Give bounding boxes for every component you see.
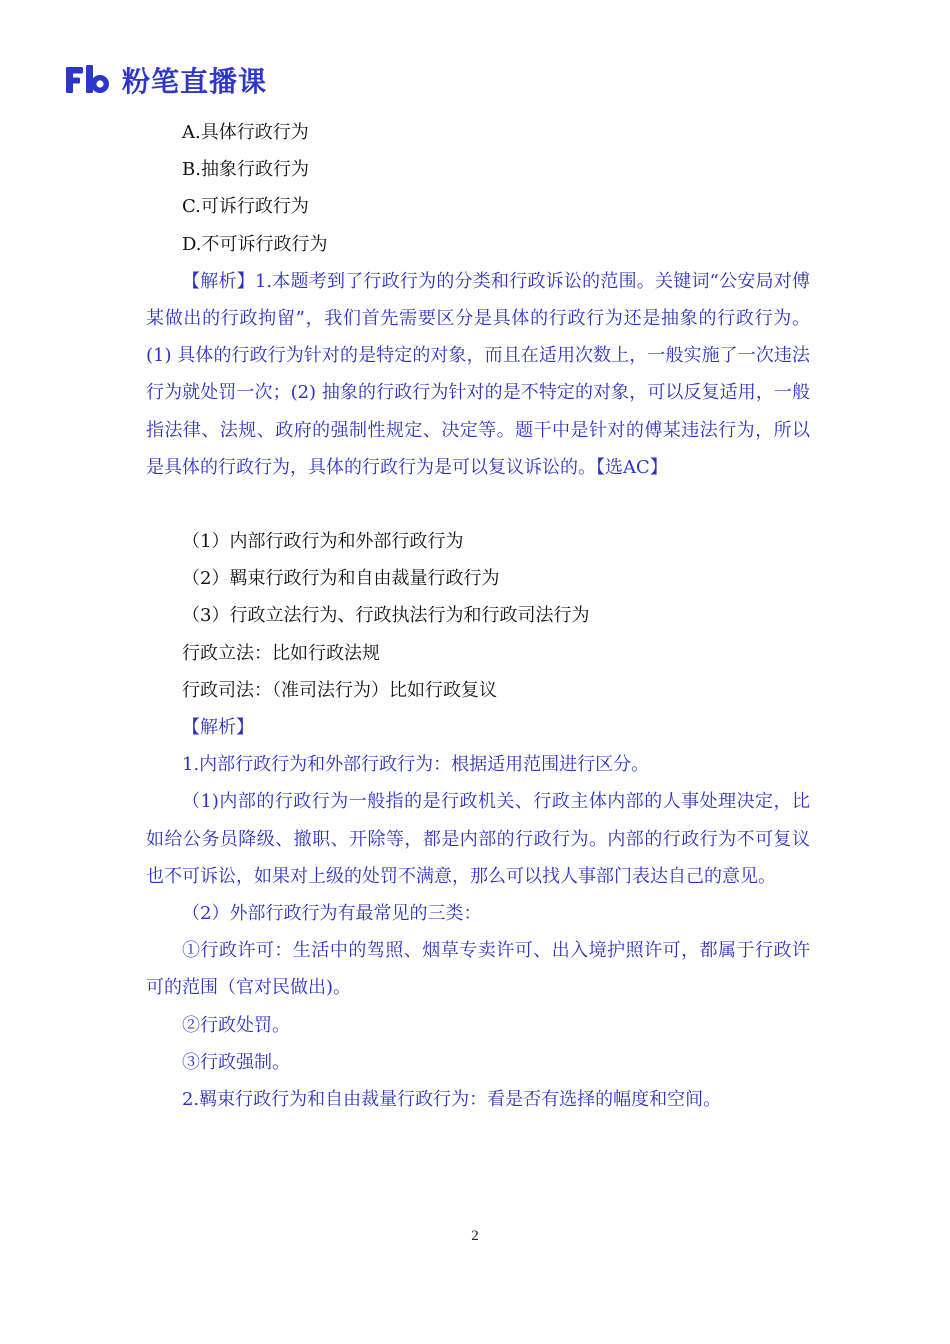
analysis-2-point-1: 1.内部行政行为和外部行政行为：根据适用范围进行区分。: [182, 754, 650, 776]
analysis-2-external-item-2: ②行政处罚。: [182, 1014, 290, 1036]
category-2: （2）羁束行政行为和自由裁量行政行为: [182, 568, 500, 590]
option-a: A.具体行政行为: [182, 122, 309, 143]
analysis-2-external-item-3: ③行政强制。: [182, 1051, 290, 1073]
analysis-2-label: 【解析】: [182, 717, 254, 739]
analysis-1-text: 1.本题考到了行政行为的分类和行政诉讼的范围。关键词“公安局对傅某做出的行政拘留”，我们首先需要区分是具体的行政行为还是抽象的行政行为。(1) 具体的行政行为针对的是特定的对象，而且在适用次数上，一般实施了一次违法行为就处罚一次；(2) 抽象的行政行为针对的是不特定的对象，可以反复适用，一般指法律、法规、政府的强制性规定、决定等。题干中是针对的傅某违法行为，所以是具体的行政行为，具体的行政行为是可以复议诉讼的。【选AC】: [146, 270, 811, 478]
example-legislation: 行政立法：比如行政法规: [182, 642, 380, 664]
option-d: D.不可诉行政行为: [182, 233, 328, 255]
page-number: 2: [471, 1228, 479, 1244]
analysis-2-internal: （1)内部的行政行为一般指的是行政机关、行政主体内部的人事处理决定，比如给公务员降级、撤职、开除等，都是内部的行政行为。内部的行政行为不可复议也不可诉讼，如果对上级的处罚不满意，那么可以找人事部门表达自己的意见。: [146, 791, 810, 887]
analysis-2-external-title: （2）外部行政行为有最常见的三类：: [182, 903, 482, 925]
category-1: （1）内部行政行为和外部行政行为: [182, 531, 464, 553]
document-body: [146, 114, 810, 1118]
option-c: C.可诉行政行为: [182, 196, 309, 218]
analysis-2-point-2: 2.羁束行政行为和自由裁量行政行为：看是否有选择的幅度和空间。: [182, 1089, 722, 1111]
example-judicial: 行政司法：（准司法行为）比如行政复议: [182, 679, 497, 701]
fenbi-fb-logo-icon: [66, 65, 112, 95]
analysis-2-external-item-1: ①行政许可：生活中的驾照、烟草专卖许可、出入境护照许可，都属于行政许可的范围（官对民做出)。: [146, 940, 810, 999]
logo-text: 粉笔直播课: [122, 65, 268, 98]
option-b: B.抽象行政行为: [182, 159, 309, 181]
analysis-1: [146, 263, 810, 486]
paragraph-gap: [146, 486, 810, 523]
header-logo: [66, 60, 267, 100]
category-3: （3）行政立法行为、行政执法行为和行政司法行为: [182, 605, 590, 627]
analysis-1-label: 【解析】: [182, 270, 255, 292]
